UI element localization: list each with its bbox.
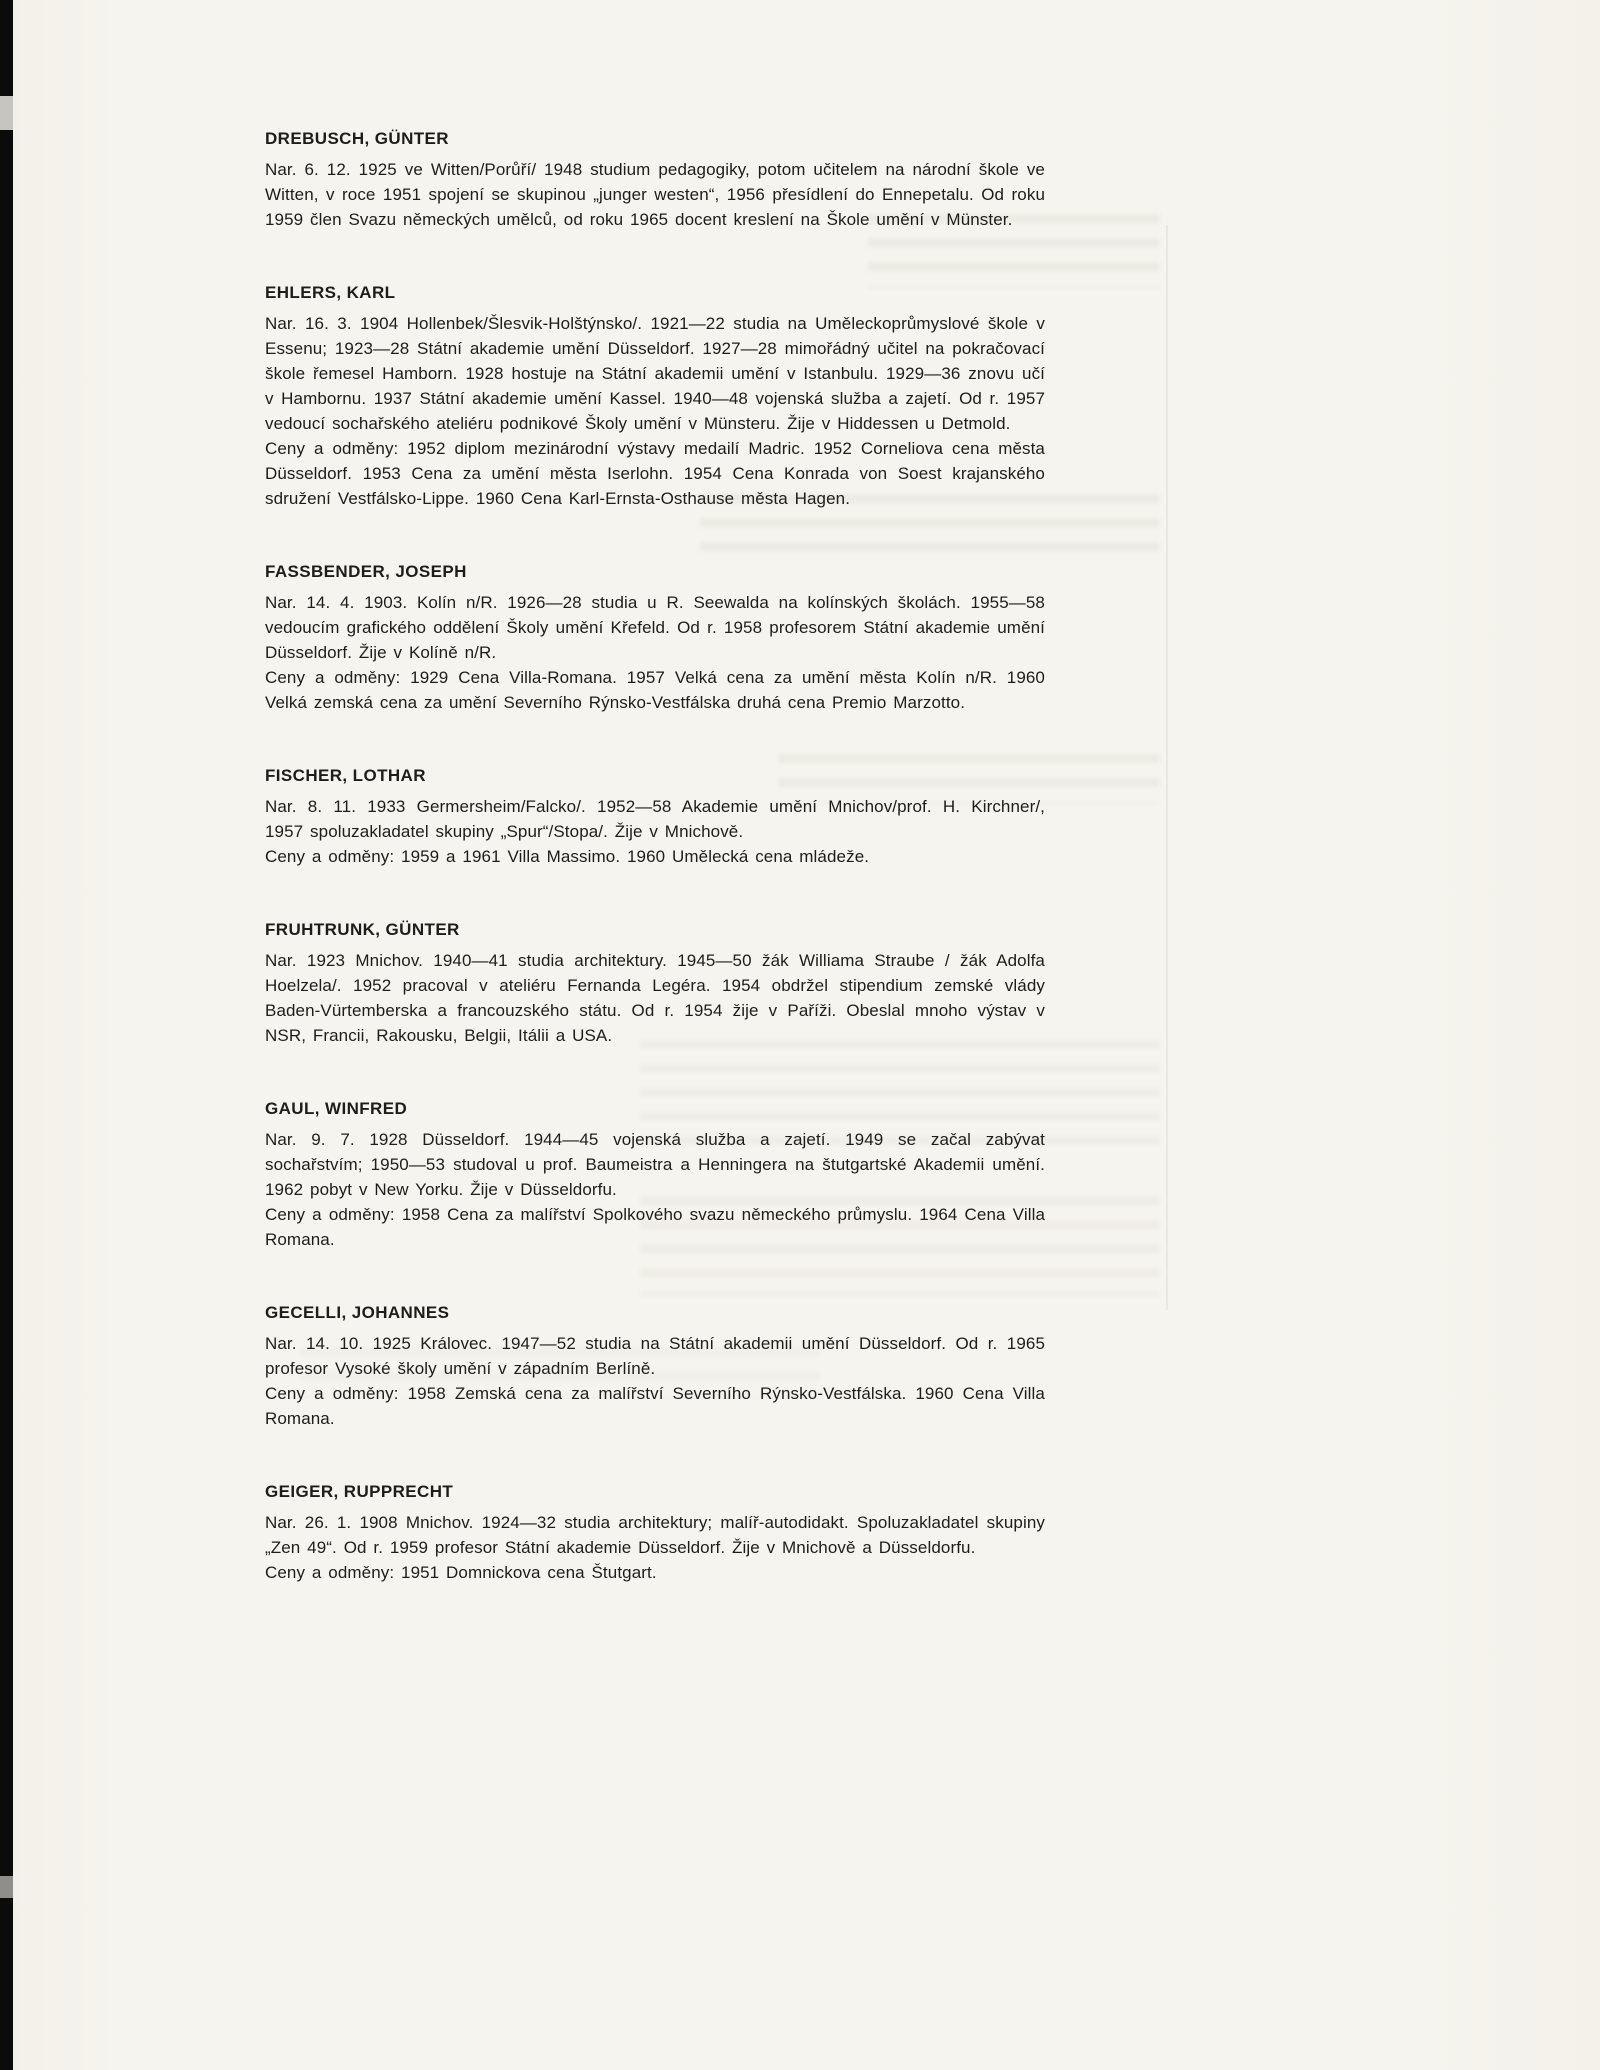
artist-name: FASSBENDER, JOSEPH <box>265 562 467 581</box>
entry-paragraph: Nar. 14. 10. 1925 Královec. 1947—52 studia na Státní akademii umění Düsseldorf. Od r. 1965 profesor Vysoké školy umění v západním Berlíně. <box>265 1334 1045 1378</box>
artist-name: FRUHTRUNK, GÜNTER <box>265 920 460 939</box>
artist-entry <box>265 126 1045 232</box>
entry-paragraph: Nar. 14. 4. 1903. Kolín n/R. 1926—28 studia u R. Seewalda na kolínských školách. 1955—58 vedoucím grafického oddělení Školy umění Křefeld. Od r. 1958 profesorem Státní akademie umění Düsseldorf. Žije v Kolíně n/R. <box>265 593 1045 662</box>
entry-paragraph: Nar. 1923 Mnichov. 1940—41 studia architektury. 1945—50 žák Williama Straube / žák Adolfa Hoelzela/. 1952 pracoval v ateliéru Fernanda Legéra. 1954 obdržel stipendium zemské vlády Baden-Vürtemberska a francouzského státu. Od r. 1954 žije v Paříži. Obeslal mnoho výstav v NSR, Francii, Rakousku, Belgii, Itálii a USA. <box>265 951 1045 1045</box>
entry-paragraph: Nar. 16. 3. 1904 Hollenbek/Šlesvik-Holštýnsko/. 1921—22 studia na Uměleckoprůmyslové škole v Essenu; 1923—28 Státní akademie umění Düsseldorf. 1927—28 mimořádný učitel na pokračovací škole řemesel Hamborn. 1928 hostuje na Státní akademii umění v Istanbulu. 1929—36 znovu učí v Hambornu. 1937 Státní akademie umění Kassel. 1940—48 vojenská služba a zajetí. Od r. 1957 vedoucí sochařského ateliéru podnikové Školy umění v Münsteru. Žije v Hiddessen u Detmold. <box>265 314 1045 433</box>
artist-entry <box>265 763 1045 869</box>
entry-paragraph: Ceny a odměny: 1951 Domnickova cena Štutgart. <box>265 1563 657 1582</box>
artist-entry <box>265 559 1045 715</box>
page-crease <box>1166 225 1168 1310</box>
artist-name: GAUL, WINFRED <box>265 1099 408 1118</box>
entry-paragraph: Ceny a odměny: 1929 Cena Villa-Romana. 1957 Velká cena za umění města Kolín n/R. 1960 Velká zemská cena za umění Severního Rýnsko-Vestfálska druhá cena Premio Marzotto. <box>265 668 1045 712</box>
entry-paragraph: Nar. 8. 11. 1933 Germersheim/Falcko/. 1952—58 Akademie umění Mnichov/prof. H. Kirchner/, 1957 spoluzakladatel skupiny „Spur“/Stopa/. Žije v Mnichově. <box>265 797 1045 841</box>
entries-list <box>265 126 1045 1633</box>
entry-paragraph: Nar. 6. 12. 1925 ve Witten/Porůří/ 1948 studium pedagogiky, potom učitelem na národní škole ve Witten, v roce 1951 spojení se skupinou „junger westen“, 1956 přesídlení do Ennepetalu. Od roku 1959 člen Svazu německých umělců, od roku 1965 docent kreslení na Škole umění v Münster. <box>265 160 1045 229</box>
artist-entry <box>265 917 1045 1048</box>
entry-paragraph: Ceny a odměny: 1959 a 1961 Villa Massimo. 1960 Umělecká cena mládeže. <box>265 847 870 866</box>
entry-paragraph: Ceny a odměny: 1958 Cena za malířství Spolkového svazu německého průmyslu. 1964 Cena Villa Romana. <box>265 1205 1045 1249</box>
entry-paragraph: Nar. 9. 7. 1928 Düsseldorf. 1944—45 vojenská služba a zajetí. 1949 se začal zabývat sochařstvím; 1950—53 studoval u prof. Baumeistra a Henningera na štutgartské Akademii umění. 1962 pobyt v New Yorku. Žije v Düsseldorfu. <box>265 1130 1045 1199</box>
artist-entry <box>265 1479 1045 1585</box>
entry-paragraph: Nar. 26. 1. 1908 Mnichov. 1924—32 studia architektury; malíř-autodidakt. Spoluzakladatel skupiny „Zen 49“. Od r. 1959 profesor Státní akademie Düsseldorf. Žije v Mnichově a Düsseldorfu. <box>265 1513 1045 1557</box>
artist-entry <box>265 1300 1045 1431</box>
scan-edge-gap <box>0 1876 13 1898</box>
scan-edge-gap <box>0 96 13 130</box>
artist-name: FISCHER, LOTHAR <box>265 766 426 785</box>
artist-entry <box>265 280 1045 511</box>
entry-paragraph: Ceny a odměny: 1958 Zemská cena za malířství Severního Rýnsko-Vestfálska. 1960 Cena Villa Romana. <box>265 1384 1045 1428</box>
scan-edge <box>0 0 13 2070</box>
artist-name: DREBUSCH, GÜNTER <box>265 129 449 148</box>
artist-name: EHLERS, KARL <box>265 283 396 302</box>
artist-name: GEIGER, RUPPRECHT <box>265 1482 454 1501</box>
artist-entry <box>265 1096 1045 1252</box>
artist-name: GECELLI, JOHANNES <box>265 1303 450 1322</box>
entry-paragraph: Ceny a odměny: 1952 diplom mezinárodní výstavy medailí Madric. 1952 Corneliova cena města Düsseldorf. 1953 Cena za umění města Iserlohn. 1954 Cena Konrada von Soest krajanského sdružení Vestfálsko-Lippe. 1960 Cena Karl-Ernsta-Osthause města Hagen. <box>265 439 1045 508</box>
